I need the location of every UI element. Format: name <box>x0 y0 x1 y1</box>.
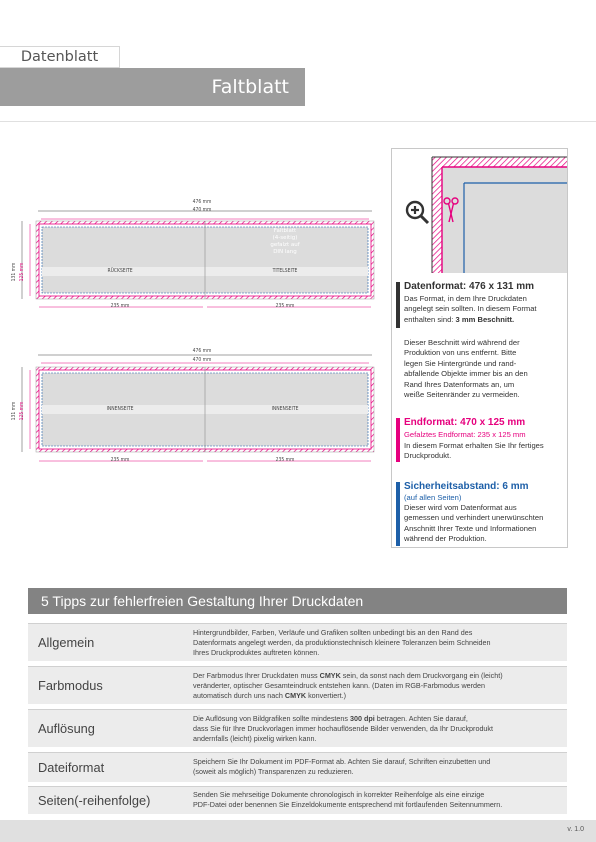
dim-width-outer: 476 mm <box>192 348 212 354</box>
endformat-sub: Gefalztes Endformat: 235 x 125 mm <box>404 430 526 439</box>
panel-label-innenseite-right: INNENSEITE <box>271 406 299 412</box>
divider <box>0 121 596 122</box>
tip-text: Der Farbmodus Ihrer Druckdaten muss CMYK sein, da sonst nach dem Druckvorgang ein (leicht) veränderter, optischer Gesamteindruck entstehen kann. (Daten im RGB-Farbmodus werden automatisch durch uns nach CMYK konvertiert.) <box>193 671 503 701</box>
dim-panel-left: 235 mm <box>110 457 130 463</box>
header-tab: Datenblatt <box>0 46 120 68</box>
tip-row-seiten <box>28 786 567 814</box>
accent-bar-sicherheit <box>396 482 400 546</box>
dim-height-outer: 131 mm <box>11 262 17 282</box>
dim-height-inner: 125 mm <box>19 262 25 282</box>
beschnitt-text: Dieser Beschnitt wird während der Produktion von uns entfernt. Bitte legen Sie Hintergründe und rand- abfallende Objekte immer bis an den Rand Ihres Datenformats an, um weiße Seitenränder zu vermeiden. <box>404 338 528 400</box>
tip-text: Hintergrundbilder, Farben, Verläufe und Grafiken sollten unbedingt bis an den Rand des Datenformats angelegt werden, da produktionstechnisch kleinere Toleranzen beim Schneiden Ihres Druckproduktes auftreten können. <box>193 628 491 658</box>
datenformat-title: Datenformat: 476 x 131 mm <box>404 281 535 292</box>
dim-width-inner: 470 mm <box>192 207 212 213</box>
tip-name: Auflösung <box>38 721 95 736</box>
tip-name: Dateiformat <box>38 760 105 775</box>
tip-name: Seiten(-reihenfolge) <box>38 793 151 808</box>
zoom-in-icon <box>404 199 430 225</box>
dim-panel-right: 235 mm <box>275 303 295 309</box>
version-label: v. 1.0 <box>567 826 584 833</box>
tip-name: Farbmodus <box>38 678 103 693</box>
tip-name: Allgemein <box>38 635 95 650</box>
dim-width-inner: 470 mm <box>192 357 212 363</box>
tip-row-aufloesung <box>28 709 567 747</box>
panel-label-titelseite: TITELSEITE <box>272 268 298 274</box>
scissors-icon <box>443 196 459 224</box>
footer <box>0 820 596 842</box>
tips-title: 5 Tipps zur fehlerfreien Gestaltung Ihrer Druckdaten <box>28 588 567 614</box>
dim-width-outer: 476 mm <box>192 199 212 205</box>
dim-height-inner: 125 mm <box>19 401 25 421</box>
tip-text: Die Auflösung von Bildgrafiken sollte mindestens 300 dpi betragen. Achten Sie darauf, dass Sie für Ihre Druckvorlagen immer hochauflösende Bilder verwenden, da Ihr Druckprodukt andernfalls (leicht) pixelig wirken kann. <box>193 714 494 744</box>
dim-height-outer: 131 mm <box>11 401 17 421</box>
endformat-title: Endformat: 470 x 125 mm <box>404 417 526 428</box>
sicherheit-title: Sicherheitsabstand: 6 mm <box>404 481 529 492</box>
dim-panel-left: 235 mm <box>110 303 130 309</box>
tip-row-dateiformat <box>28 752 567 782</box>
diagram-bottom <box>10 345 390 470</box>
panel-note: Faltblatt (4-seitig) gefalzt auf DIN lang <box>270 228 300 255</box>
diagram-top <box>10 195 390 315</box>
tip-text: Speichern Sie Ihr Dokument im PDF-Format ab. Achten Sie darauf, Schriften einzubetten und (soweit als möglich) Transparenzen zu reduzieren. <box>193 757 491 777</box>
accent-bar-datenformat <box>396 282 400 328</box>
page-title: Faltblatt <box>211 76 289 98</box>
panel-label-innenseite-left: INNENSEITE <box>106 406 134 412</box>
tip-text: Senden Sie mehrseitige Dokumente chronologisch in korrekter Reihenfolge als eine einzige PDF-Datei oder benennen Sie Einzeldokumente entsprechend mit fortlaufenden Seitennummern. <box>193 790 503 810</box>
datenformat-text: Das Format, in dem Ihre Druckdaten angelegt sein sollten. In diesem Format enthalten sind: 3 mm Beschnitt. <box>404 294 537 324</box>
tip-row-allgemein <box>28 623 567 661</box>
panel-label-rueckseite: RÜCKSEITE <box>107 268 133 274</box>
sicherheit-text: Dieser wird vom Datenformat aus gemessen und verhindert unerwünschten Anschnitt Ihrer Texte und Informationen während der Produktion. <box>404 503 544 544</box>
dim-panel-right: 235 mm <box>275 457 295 463</box>
sicherheit-sub: (auf allen Seiten) <box>404 493 462 502</box>
tip-row-farbmodus <box>28 666 567 704</box>
accent-bar-endformat <box>396 418 400 462</box>
endformat-text: In diesem Format erhalten Sie Ihr fertiges Druckprodukt. <box>404 441 544 461</box>
